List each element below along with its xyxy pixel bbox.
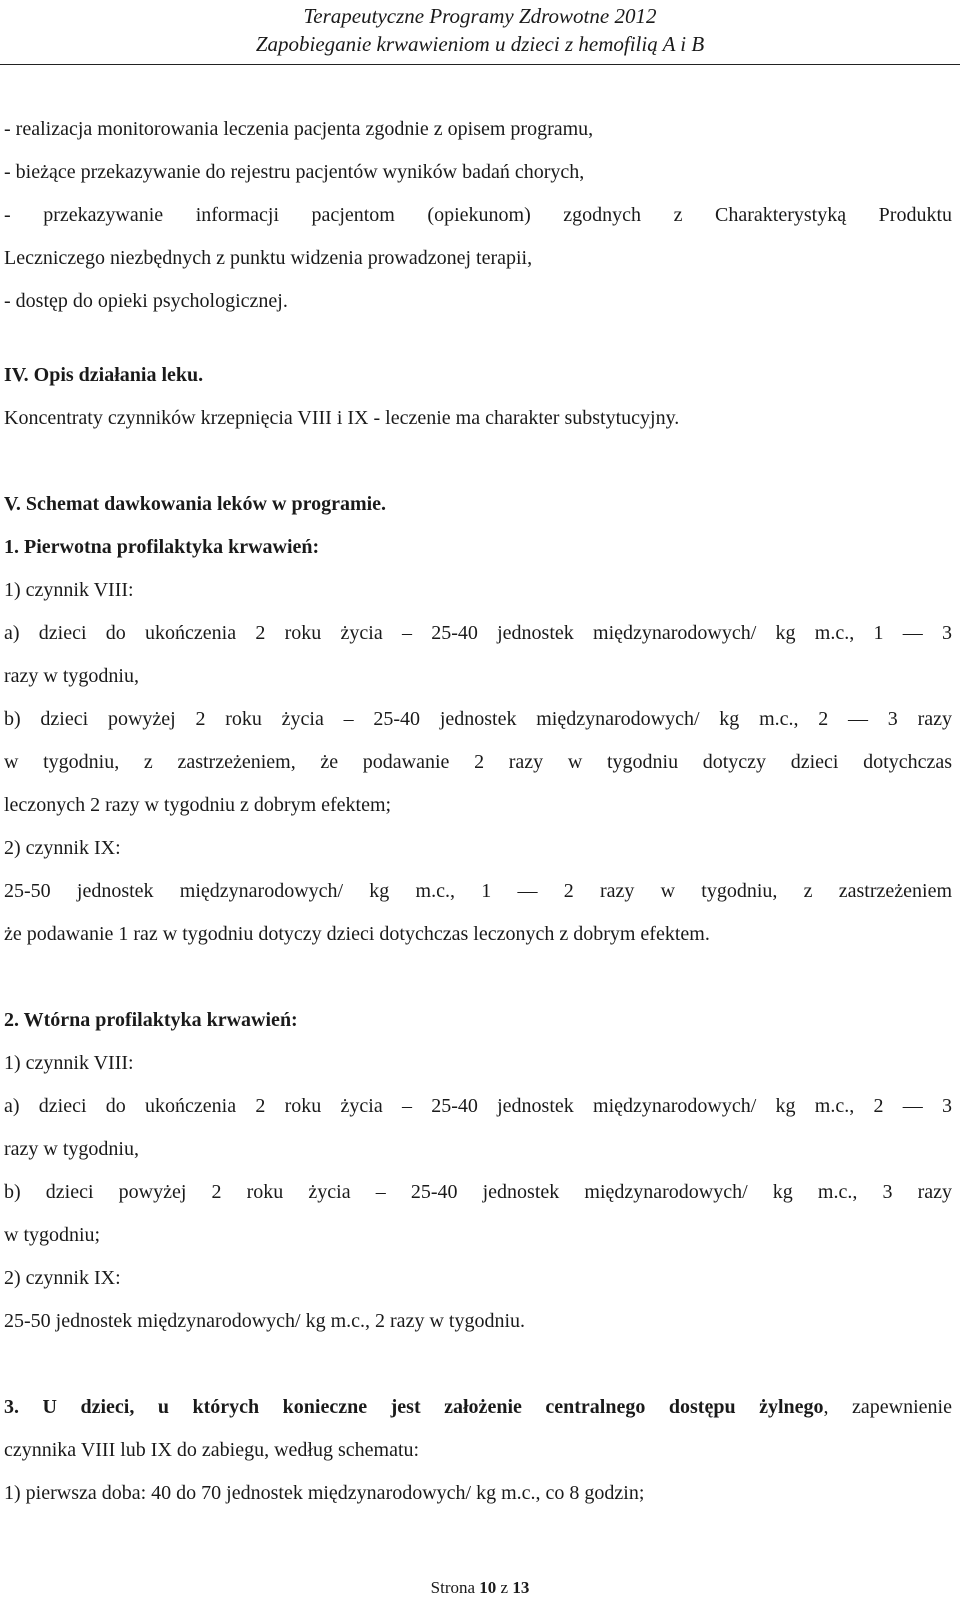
text-tail: , zapewnienie [823, 1396, 952, 1418]
text-line: - realizacja monitorowania leczenia pacjenta zgodnie z opisem programu, [4, 118, 594, 140]
text-line: a) dzieci do ukończenia 2 roku życia – 25-40 jednostek międzynarodowych/ kg m.c., 2 — 3 [4, 1095, 952, 1117]
text-line: w tygodniu; [4, 1224, 101, 1246]
header-subtitle: Zapobieganie krwawieniom u dzieci z hemofilią A i B [255, 32, 705, 56]
text-line: - przekazywanie informacji pacjentom (opiekunom) zgodnych z Charakterystyką Produktu [4, 204, 952, 226]
page-number: 10 [479, 1578, 497, 1597]
text-line: że podawanie 1 raz w tygodniu dotyczy dzieci dotychczas leczonych z dobrym efektem. [4, 923, 710, 945]
document-body [4, 108, 952, 1515]
text-line [4, 1386, 952, 1429]
text-line: - dostęp do opieki psychologicznej. [4, 290, 288, 312]
page-footer [0, 1578, 960, 1598]
text-line: razy w tygodniu, [4, 1138, 139, 1160]
text-line: - bieżące przekazywanie do rejestru pacjentów wyników badań chorych, [4, 161, 585, 183]
text-line: 1) pierwsza doba: 40 do 70 jednostek międzynarodowych/ kg m.c., co 8 godzin; [4, 1482, 645, 1504]
header-title: Terapeutyczne Programy Zdrowotne 2012 [303, 4, 657, 28]
header-divider [0, 64, 960, 65]
text-line: czynnika VIII lub IX do zabiegu, według schematu: [4, 1439, 420, 1461]
text-line: 2) czynnik IX: [4, 1267, 121, 1289]
text-line: a) dzieci do ukończenia 2 roku życia – 25-40 jednostek międzynarodowych/ kg m.c., 1 — 3 [4, 622, 952, 644]
page-sep: z [500, 1578, 509, 1597]
text-line: Koncentraty czynników krzepnięcia VIII i IX - leczenie ma charakter substytucyjny. [4, 407, 680, 429]
section-heading: IV. Opis działania leku. [4, 364, 204, 386]
text-line: leczonych 2 razy w tygodniu z dobrym efektem; [4, 794, 392, 816]
section-heading: V. Schemat dawkowania leków w programie. [4, 493, 387, 515]
text-line: w tygodniu, z zastrzeżeniem, że podawanie 2 razy w tygodniu dotyczy dzieci dotychczas [4, 751, 952, 773]
page-total: 13 [512, 1578, 530, 1597]
page-header [0, 2, 960, 58]
text-line: b) dzieci powyżej 2 roku życia – 25-40 jednostek międzynarodowych/ kg m.c., 3 razy [4, 1181, 952, 1203]
subsection-heading: 2. Wtórna profilaktyka krwawień: [4, 1009, 298, 1031]
text-line: 25-50 jednostek międzynarodowych/ kg m.c., 1 — 2 razy w tygodniu, z zastrzeżeniem [4, 880, 952, 902]
page-label: Strona [430, 1578, 476, 1597]
bold-lead: 3. U dzieci, u których konieczne jest założenie centralnego dostępu żylnego [4, 1396, 824, 1418]
text-line: 2) czynnik IX: [4, 837, 121, 859]
subsection-heading: 1. Pierwotna profilaktyka krwawień: [4, 536, 320, 558]
text-line: razy w tygodniu, [4, 665, 139, 687]
text-line: b) dzieci powyżej 2 roku życia – 25-40 jednostek międzynarodowych/ kg m.c., 2 — 3 razy [4, 708, 952, 730]
text-line: Leczniczego niezbędnych z punktu widzenia prowadzonej terapii, [4, 247, 533, 269]
text-line: 25-50 jednostek międzynarodowych/ kg m.c., 2 razy w tygodniu. [4, 1310, 525, 1332]
text-line: 1) czynnik VIII: [4, 1052, 134, 1074]
text-line: 1) czynnik VIII: [4, 579, 134, 601]
